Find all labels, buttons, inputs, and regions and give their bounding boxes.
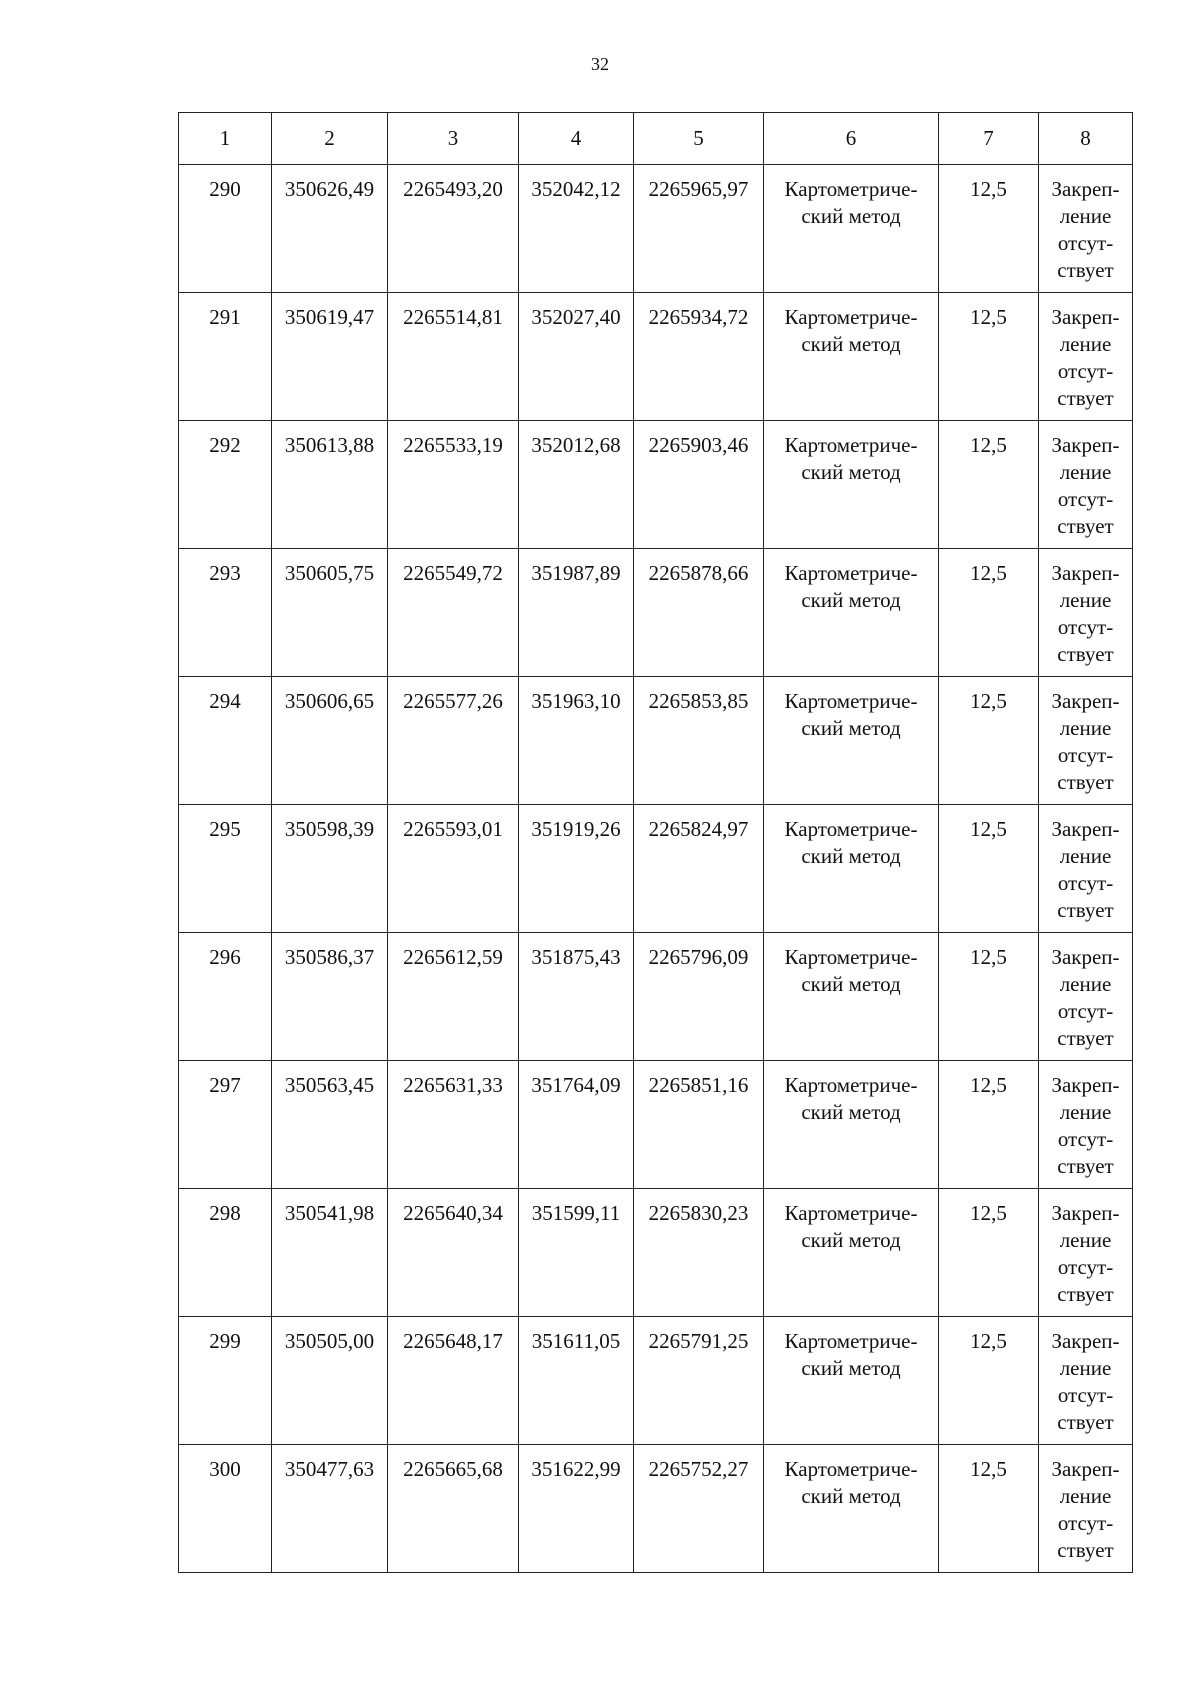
coord-4-cell: 351764,09 bbox=[519, 1061, 634, 1189]
coord-4-cell: 351622,99 bbox=[519, 1445, 634, 1573]
method-cell: Картометриче- ский метод bbox=[764, 1189, 939, 1317]
coord-2-cell: 350505,00 bbox=[272, 1317, 388, 1445]
coord-4-cell: 351611,05 bbox=[519, 1317, 634, 1445]
coord-2-cell: 350563,45 bbox=[272, 1061, 388, 1189]
accuracy-cell: 12,5 bbox=[939, 805, 1039, 933]
point-number-cell: 296 bbox=[179, 933, 272, 1061]
accuracy-cell: 12,5 bbox=[939, 165, 1039, 293]
accuracy-cell: 12,5 bbox=[939, 933, 1039, 1061]
coord-5-cell: 2265903,46 bbox=[634, 421, 764, 549]
header-cell-6: 6 bbox=[764, 113, 939, 165]
accuracy-cell: 12,5 bbox=[939, 421, 1039, 549]
accuracy-cell: 12,5 bbox=[939, 293, 1039, 421]
coord-3-cell: 2265665,68 bbox=[388, 1445, 519, 1573]
header-cell-1: 1 bbox=[179, 113, 272, 165]
coord-5-cell: 2265752,27 bbox=[634, 1445, 764, 1573]
coord-5-cell: 2265934,72 bbox=[634, 293, 764, 421]
point-number-cell: 298 bbox=[179, 1189, 272, 1317]
table-row bbox=[179, 165, 1133, 293]
method-cell: Картометриче- ский метод bbox=[764, 805, 939, 933]
method-cell: Картометриче- ский метод bbox=[764, 549, 939, 677]
point-number-cell: 299 bbox=[179, 1317, 272, 1445]
fixing-cell: Закреп- ление отсут- ствует bbox=[1039, 677, 1133, 805]
accuracy-cell: 12,5 bbox=[939, 1445, 1039, 1573]
table-header-row bbox=[179, 113, 1133, 165]
fixing-cell: Закреп- ление отсут- ствует bbox=[1039, 549, 1133, 677]
fixing-cell: Закреп- ление отсут- ствует bbox=[1039, 1317, 1133, 1445]
fixing-cell: Закреп- ление отсут- ствует bbox=[1039, 293, 1133, 421]
method-cell: Картометриче- ский метод bbox=[764, 1061, 939, 1189]
coord-4-cell: 351963,10 bbox=[519, 677, 634, 805]
coord-2-cell: 350605,75 bbox=[272, 549, 388, 677]
coord-3-cell: 2265577,26 bbox=[388, 677, 519, 805]
coord-4-cell: 351875,43 bbox=[519, 933, 634, 1061]
coordinates-table bbox=[178, 112, 1133, 1573]
method-cell: Картометриче- ский метод bbox=[764, 933, 939, 1061]
coord-5-cell: 2265830,23 bbox=[634, 1189, 764, 1317]
coord-2-cell: 350613,88 bbox=[272, 421, 388, 549]
header-cell-2: 2 bbox=[272, 113, 388, 165]
accuracy-cell: 12,5 bbox=[939, 1061, 1039, 1189]
accuracy-cell: 12,5 bbox=[939, 677, 1039, 805]
table-body bbox=[179, 165, 1133, 1573]
table-row bbox=[179, 421, 1133, 549]
fixing-cell: Закреп- ление отсут- ствует bbox=[1039, 805, 1133, 933]
table-row bbox=[179, 293, 1133, 421]
coord-5-cell: 2265965,97 bbox=[634, 165, 764, 293]
coord-4-cell: 351987,89 bbox=[519, 549, 634, 677]
accuracy-cell: 12,5 bbox=[939, 549, 1039, 677]
header-cell-7: 7 bbox=[939, 113, 1039, 165]
coord-3-cell: 2265549,72 bbox=[388, 549, 519, 677]
coord-2-cell: 350606,65 bbox=[272, 677, 388, 805]
coord-3-cell: 2265533,19 bbox=[388, 421, 519, 549]
method-cell: Картометриче- ский метод bbox=[764, 421, 939, 549]
coord-5-cell: 2265824,97 bbox=[634, 805, 764, 933]
coord-5-cell: 2265878,66 bbox=[634, 549, 764, 677]
accuracy-cell: 12,5 bbox=[939, 1317, 1039, 1445]
fixing-cell: Закреп- ление отсут- ствует bbox=[1039, 933, 1133, 1061]
table-row bbox=[179, 805, 1133, 933]
coord-3-cell: 2265612,59 bbox=[388, 933, 519, 1061]
header-cell-3: 3 bbox=[388, 113, 519, 165]
fixing-cell: Закреп- ление отсут- ствует bbox=[1039, 421, 1133, 549]
fixing-cell: Закреп- ление отсут- ствует bbox=[1039, 1445, 1133, 1573]
coord-5-cell: 2265796,09 bbox=[634, 933, 764, 1061]
accuracy-cell: 12,5 bbox=[939, 1189, 1039, 1317]
method-cell: Картометриче- ский метод bbox=[764, 677, 939, 805]
page-number: 32 bbox=[591, 54, 609, 74]
coord-4-cell: 351599,11 bbox=[519, 1189, 634, 1317]
method-cell: Картометриче- ский метод bbox=[764, 165, 939, 293]
coord-3-cell: 2265648,17 bbox=[388, 1317, 519, 1445]
coord-3-cell: 2265514,81 bbox=[388, 293, 519, 421]
method-cell: Картометриче- ский метод bbox=[764, 1445, 939, 1573]
fixing-cell: Закреп- ление отсут- ствует bbox=[1039, 1061, 1133, 1189]
coord-3-cell: 2265631,33 bbox=[388, 1061, 519, 1189]
point-number-cell: 300 bbox=[179, 1445, 272, 1573]
header-cell-4: 4 bbox=[519, 113, 634, 165]
coord-2-cell: 350598,39 bbox=[272, 805, 388, 933]
method-cell: Картометриче- ский метод bbox=[764, 1317, 939, 1445]
header-cell-8: 8 bbox=[1039, 113, 1133, 165]
coord-4-cell: 352012,68 bbox=[519, 421, 634, 549]
header-cell-5: 5 bbox=[634, 113, 764, 165]
coord-2-cell: 350626,49 bbox=[272, 165, 388, 293]
coord-3-cell: 2265493,20 bbox=[388, 165, 519, 293]
coord-2-cell: 350619,47 bbox=[272, 293, 388, 421]
coord-5-cell: 2265851,16 bbox=[634, 1061, 764, 1189]
coord-4-cell: 352042,12 bbox=[519, 165, 634, 293]
coord-4-cell: 352027,40 bbox=[519, 293, 634, 421]
fixing-cell: Закреп- ление отсут- ствует bbox=[1039, 165, 1133, 293]
point-number-cell: 291 bbox=[179, 293, 272, 421]
table-row bbox=[179, 677, 1133, 805]
table-row bbox=[179, 1445, 1133, 1573]
coord-5-cell: 2265791,25 bbox=[634, 1317, 764, 1445]
coord-4-cell: 351919,26 bbox=[519, 805, 634, 933]
point-number-cell: 297 bbox=[179, 1061, 272, 1189]
point-number-cell: 293 bbox=[179, 549, 272, 677]
coord-3-cell: 2265640,34 bbox=[388, 1189, 519, 1317]
coord-2-cell: 350541,98 bbox=[272, 1189, 388, 1317]
coord-2-cell: 350477,63 bbox=[272, 1445, 388, 1573]
coord-3-cell: 2265593,01 bbox=[388, 805, 519, 933]
method-cell: Картометриче- ский метод bbox=[764, 293, 939, 421]
table-row bbox=[179, 549, 1133, 677]
point-number-cell: 292 bbox=[179, 421, 272, 549]
table-row bbox=[179, 1189, 1133, 1317]
point-number-cell: 294 bbox=[179, 677, 272, 805]
fixing-cell: Закреп- ление отсут- ствует bbox=[1039, 1189, 1133, 1317]
coord-2-cell: 350586,37 bbox=[272, 933, 388, 1061]
table-row bbox=[179, 1061, 1133, 1189]
table-row bbox=[179, 1317, 1133, 1445]
table-row bbox=[179, 933, 1133, 1061]
point-number-cell: 290 bbox=[179, 165, 272, 293]
point-number-cell: 295 bbox=[179, 805, 272, 933]
coord-5-cell: 2265853,85 bbox=[634, 677, 764, 805]
